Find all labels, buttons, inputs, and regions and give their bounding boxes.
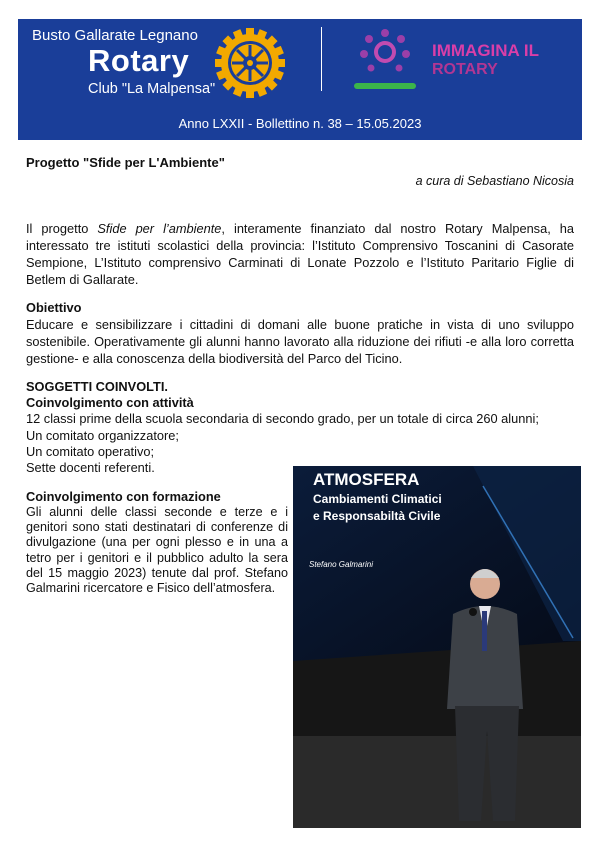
header-divider bbox=[321, 27, 322, 91]
subjects-heading: SOGGETTI COINVOLTI. bbox=[26, 379, 168, 394]
activity-heading: Coinvolgimento con attività bbox=[26, 395, 194, 410]
slogan-line2: ROTARY bbox=[432, 61, 498, 78]
project-name: Sfide per l’ambiente bbox=[97, 221, 222, 236]
intro-paragraph bbox=[26, 220, 574, 288]
objective-heading: Obiettivo bbox=[26, 300, 82, 315]
slide-speaker: Stefano Galmarini bbox=[309, 560, 374, 569]
training-heading: Coinvolgimento con formazione bbox=[26, 489, 221, 504]
imagine-rotary-logo-icon bbox=[350, 25, 420, 95]
activity-item: Sette docenti referenti. bbox=[26, 460, 155, 475]
article-title: Progetto "Sfide per L'Ambiente" bbox=[26, 155, 225, 170]
activity-item: Un comitato organizzatore; bbox=[26, 428, 179, 443]
intro-text-start: Il progetto bbox=[26, 221, 98, 236]
slide-subtitle-2: e Responsabiltà Civile bbox=[313, 509, 441, 523]
issue-line: Anno LXXII - Bollettino n. 38 – 15.05.2023 bbox=[178, 116, 422, 131]
club-line1: Busto Gallarate Legnano bbox=[32, 27, 198, 44]
club-name: Rotary bbox=[88, 43, 190, 78]
activity-item: 12 classi prime della scuola secondaria di secondo grado, per un totale di circa 260 alunni; bbox=[26, 411, 539, 426]
intro-text-end: , interamente finanziato dal nostro Rotary Malpensa, ha interessato tre istituti scolastici della provincia: l’Istituto Comprensivo Toscanini di Casorate Sempione, L’Istituto comprensivo Carminati di Lonate Pozzolo e l’Istituto Paritario Figlie di Betlem di Gallarate. bbox=[26, 221, 574, 287]
slide-title: ATMOSFERA bbox=[313, 470, 420, 489]
slide-subtitle-1: Cambiamenti Climatici bbox=[313, 492, 442, 506]
microphone-icon bbox=[469, 608, 477, 616]
article-author: a cura di Sebastiano Nicosia bbox=[415, 174, 574, 188]
header-banner bbox=[18, 19, 582, 140]
training-paragraph: Gli alunni delle classi seconde e terze e i genitori sono stati destinatari di conferenze di divulgazione (una per ogni plesso e in una a tetro per i genitori e il pubblico adulto la sera del 15 maggio 2023) tenute dal prof. Stefano Galmarini ricercatore e Fisico dell’atmosfera. bbox=[26, 505, 288, 596]
club-line3: Club "La Malpensa" bbox=[88, 81, 216, 97]
objective-paragraph: Educare e sensibilizzare i cittadini di domani alle buone pratiche in vista di uno sviluppo sostenibile. Operativamente gli alunni hanno lavorato alla riduzione dei rifiuti -e alla loro corretta gestione- e alla conoscenza della biodiversità del Parco del Ticino. bbox=[26, 317, 574, 366]
slogan-line1: IMMAGINA IL bbox=[432, 41, 540, 60]
conference-photo bbox=[293, 466, 581, 828]
activity-item: Un comitato operativo; bbox=[26, 444, 155, 459]
rotary-wheel-icon bbox=[214, 27, 286, 99]
